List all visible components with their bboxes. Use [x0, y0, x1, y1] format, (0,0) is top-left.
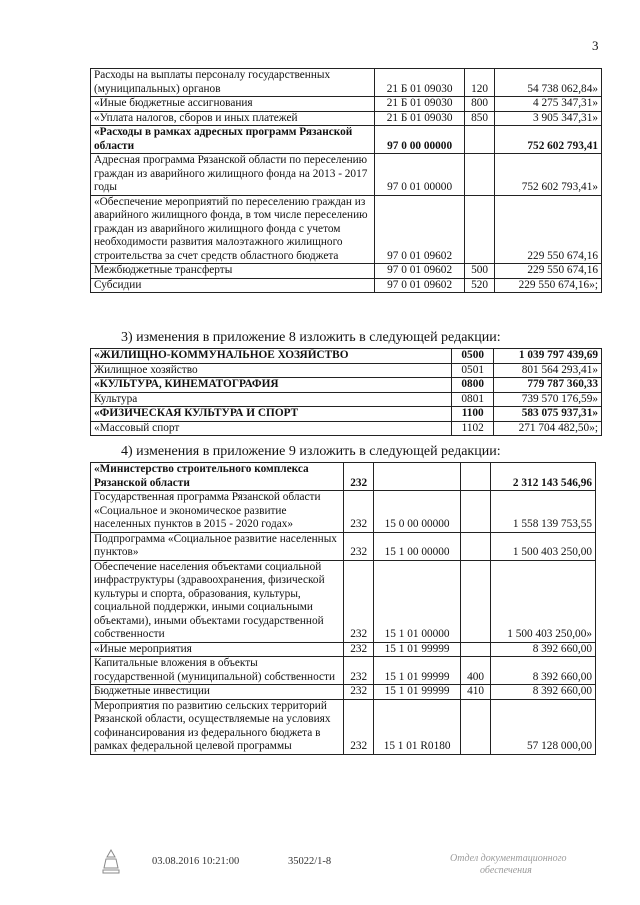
- target-article-code: [374, 463, 461, 491]
- target-article-code: 21 Б 01 09030: [375, 111, 465, 126]
- target-article-code: 15 1 01 00000: [374, 560, 461, 642]
- expense-type-code: 520: [465, 278, 495, 293]
- target-article-code: 15 1 01 99999: [374, 685, 461, 700]
- expense-type-code: [465, 154, 495, 196]
- table-row: [91, 421, 602, 436]
- item-name: «Иные бюджетные ассигнования: [91, 97, 375, 112]
- item-name: «Иные мероприятия: [91, 642, 344, 657]
- section-heading-3: 3) изменения в приложение 8 изложить в следующей редакции:: [121, 330, 501, 345]
- amount: 1 039 797 439,69: [494, 349, 602, 364]
- department-code: 232: [344, 463, 374, 491]
- amount: 54 738 062,84»: [495, 69, 602, 97]
- section-code: 0800: [452, 378, 494, 393]
- budget-table-1: [90, 68, 602, 293]
- department-stamp: [450, 853, 567, 877]
- section-code: 0501: [452, 363, 494, 378]
- section-name: «КУЛЬТУРА, КИНЕМАТОГРАФИЯ: [91, 378, 452, 393]
- amount: 57 128 000,00: [491, 699, 596, 754]
- section-code: 1100: [452, 407, 494, 422]
- table-row: [91, 154, 602, 196]
- expense-type-code: [461, 699, 491, 754]
- target-article-code: 97 0 01 09602: [375, 278, 465, 293]
- table-row: [91, 363, 602, 378]
- amount: 4 275 347,31»: [495, 97, 602, 112]
- expense-type-code: [461, 491, 491, 533]
- section-name: Жилищное хозяйство: [91, 363, 452, 378]
- table-row: [91, 463, 596, 491]
- amount: 2 312 143 546,96: [491, 463, 596, 491]
- amount: 779 787 360,33: [494, 378, 602, 393]
- budget-table-3: [90, 462, 596, 755]
- item-name: Подпрограмма «Социальное развитие населенных пунктов»: [91, 532, 344, 560]
- section-code: 0801: [452, 392, 494, 407]
- expense-type-code: 410: [461, 685, 491, 700]
- section-code: 0500: [452, 349, 494, 364]
- expense-type-code: [461, 560, 491, 642]
- amount: 229 550 674,16»;: [495, 278, 602, 293]
- target-article-code: 15 0 00 00000: [374, 491, 461, 533]
- section-heading-4: 4) изменения в приложение 9 изложить в следующей редакции:: [121, 444, 501, 459]
- target-article-code: 15 1 01 99999: [374, 657, 461, 685]
- table-row: [91, 560, 596, 642]
- target-article-code: 97 0 01 09602: [375, 264, 465, 279]
- amount: 229 550 674,16: [495, 264, 602, 279]
- target-article-code: 97 0 01 00000: [375, 154, 465, 196]
- footer-datetime: 03.08.2016 10:21:00: [152, 856, 240, 867]
- department-code: 232: [344, 699, 374, 754]
- item-name: Мероприятия по развитию сельских территорий Рязанской области, осуществляемые на условиях софинансирования из федерального бюджета в рамках федеральной целевой программы: [91, 699, 344, 754]
- item-name: Капитальные вложения в объекты государственной (муниципальной) собственности: [91, 657, 344, 685]
- table-row: [91, 349, 602, 364]
- table-row: [91, 126, 602, 154]
- table-row: [91, 699, 596, 754]
- expense-type-code: [465, 126, 495, 154]
- department-code: 232: [344, 532, 374, 560]
- section-name: «ФИЗИЧЕСКАЯ КУЛЬТУРА И СПОРТ: [91, 407, 452, 422]
- amount: 8 392 660,00: [491, 685, 596, 700]
- item-name: Обеспечение населения объектами социальной инфраструктуры (здравоохранения, физической культуры и спорта, образования, культуры, социальной поддержки, иными социальными объектами), иными объектами государственной собственности: [91, 560, 344, 642]
- table-row: [91, 278, 602, 293]
- expense-type-code: 850: [465, 111, 495, 126]
- stamp-line-1: Отдел документационного: [450, 853, 567, 864]
- table-row: [91, 195, 602, 264]
- target-article-code: 21 Б 01 09030: [375, 69, 465, 97]
- table-row: [91, 532, 596, 560]
- expense-type-code: [465, 195, 495, 264]
- amount: 583 075 937,31»: [494, 407, 602, 422]
- section-code: 1102: [452, 421, 494, 436]
- item-name: Государственная программа Рязанской области «Социальное и экономическое развитие населенных пунктов в 2015 - 2020 годах»: [91, 491, 344, 533]
- emblem-icon: [100, 848, 122, 876]
- table-row: [91, 264, 602, 279]
- table-row: [91, 69, 602, 97]
- expense-type-code: 500: [465, 264, 495, 279]
- table-row: [91, 392, 602, 407]
- expense-type-code: 120: [465, 69, 495, 97]
- table-row: [91, 407, 602, 422]
- amount: 752 602 793,41»: [495, 154, 602, 196]
- amount: 271 704 482,50»;: [494, 421, 602, 436]
- item-name: «Обеспечение мероприятий по переселению граждан из аварийного жилищного фонда, в том числе переселению граждан из аварийного жилищного фонда с учетом необходимости развития малоэтажного жилищного строительства за счет средств областного бюджета: [91, 195, 375, 264]
- item-name: Субсидии: [91, 278, 375, 293]
- department-code: 232: [344, 560, 374, 642]
- expense-type-code: 400: [461, 657, 491, 685]
- table-row: [91, 97, 602, 112]
- target-article-code: 97 0 01 09602: [375, 195, 465, 264]
- item-name: Адресная программа Рязанской области по переселению граждан из аварийного жилищного фонда на 2013 - 2017 годы: [91, 154, 375, 196]
- target-article-code: 15 1 00 00000: [374, 532, 461, 560]
- stamp-line-2: обеспечения: [480, 865, 532, 876]
- amount: 8 392 660,00: [491, 642, 596, 657]
- table-row: [91, 378, 602, 393]
- target-article-code: 21 Б 01 09030: [375, 97, 465, 112]
- page-number: 3: [592, 38, 599, 53]
- amount: 739 570 176,59»: [494, 392, 602, 407]
- table-row: [91, 111, 602, 126]
- department-code: 232: [344, 657, 374, 685]
- item-name: Расходы на выплаты персоналу государственных (муниципальных) органов: [91, 69, 375, 97]
- expense-type-code: 800: [465, 97, 495, 112]
- item-name: Бюджетные инвестиции: [91, 685, 344, 700]
- table-row: [91, 642, 596, 657]
- department-code: 232: [344, 685, 374, 700]
- target-article-code: 97 0 00 00000: [375, 126, 465, 154]
- table-row: [91, 685, 596, 700]
- expense-type-code: [461, 463, 491, 491]
- amount: 8 392 660,00: [491, 657, 596, 685]
- expense-type-code: [461, 642, 491, 657]
- amount: 1 500 403 250,00: [491, 532, 596, 560]
- amount: 229 550 674,16: [495, 195, 602, 264]
- table-row: [91, 657, 596, 685]
- budget-table-2: [90, 348, 602, 436]
- section-name: «Массовый спорт: [91, 421, 452, 436]
- item-name: «Министерство строительного комплекса Рязанской области: [91, 463, 344, 491]
- amount: 1 500 403 250,00»: [491, 560, 596, 642]
- department-code: 232: [344, 642, 374, 657]
- section-name: «ЖИЛИЩНО-КОММУНАЛЬНОЕ ХОЗЯЙСТВО: [91, 349, 452, 364]
- amount: 1 558 139 753,55: [491, 491, 596, 533]
- amount: 3 905 347,31»: [495, 111, 602, 126]
- amount: 801 564 293,41»: [494, 363, 602, 378]
- section-name: Культура: [91, 392, 452, 407]
- target-article-code: 15 1 01 99999: [374, 642, 461, 657]
- item-name: «Расходы в рамках адресных программ Рязанской области: [91, 126, 375, 154]
- target-article-code: 15 1 01 R0180: [374, 699, 461, 754]
- item-name: Межбюджетные трансферты: [91, 264, 375, 279]
- department-code: 232: [344, 491, 374, 533]
- amount: 752 602 793,41: [495, 126, 602, 154]
- footer-doc-id: 35022/1-8: [288, 856, 332, 867]
- item-name: «Уплата налогов, сборов и иных платежей: [91, 111, 375, 126]
- table-row: [91, 491, 596, 533]
- expense-type-code: [461, 532, 491, 560]
